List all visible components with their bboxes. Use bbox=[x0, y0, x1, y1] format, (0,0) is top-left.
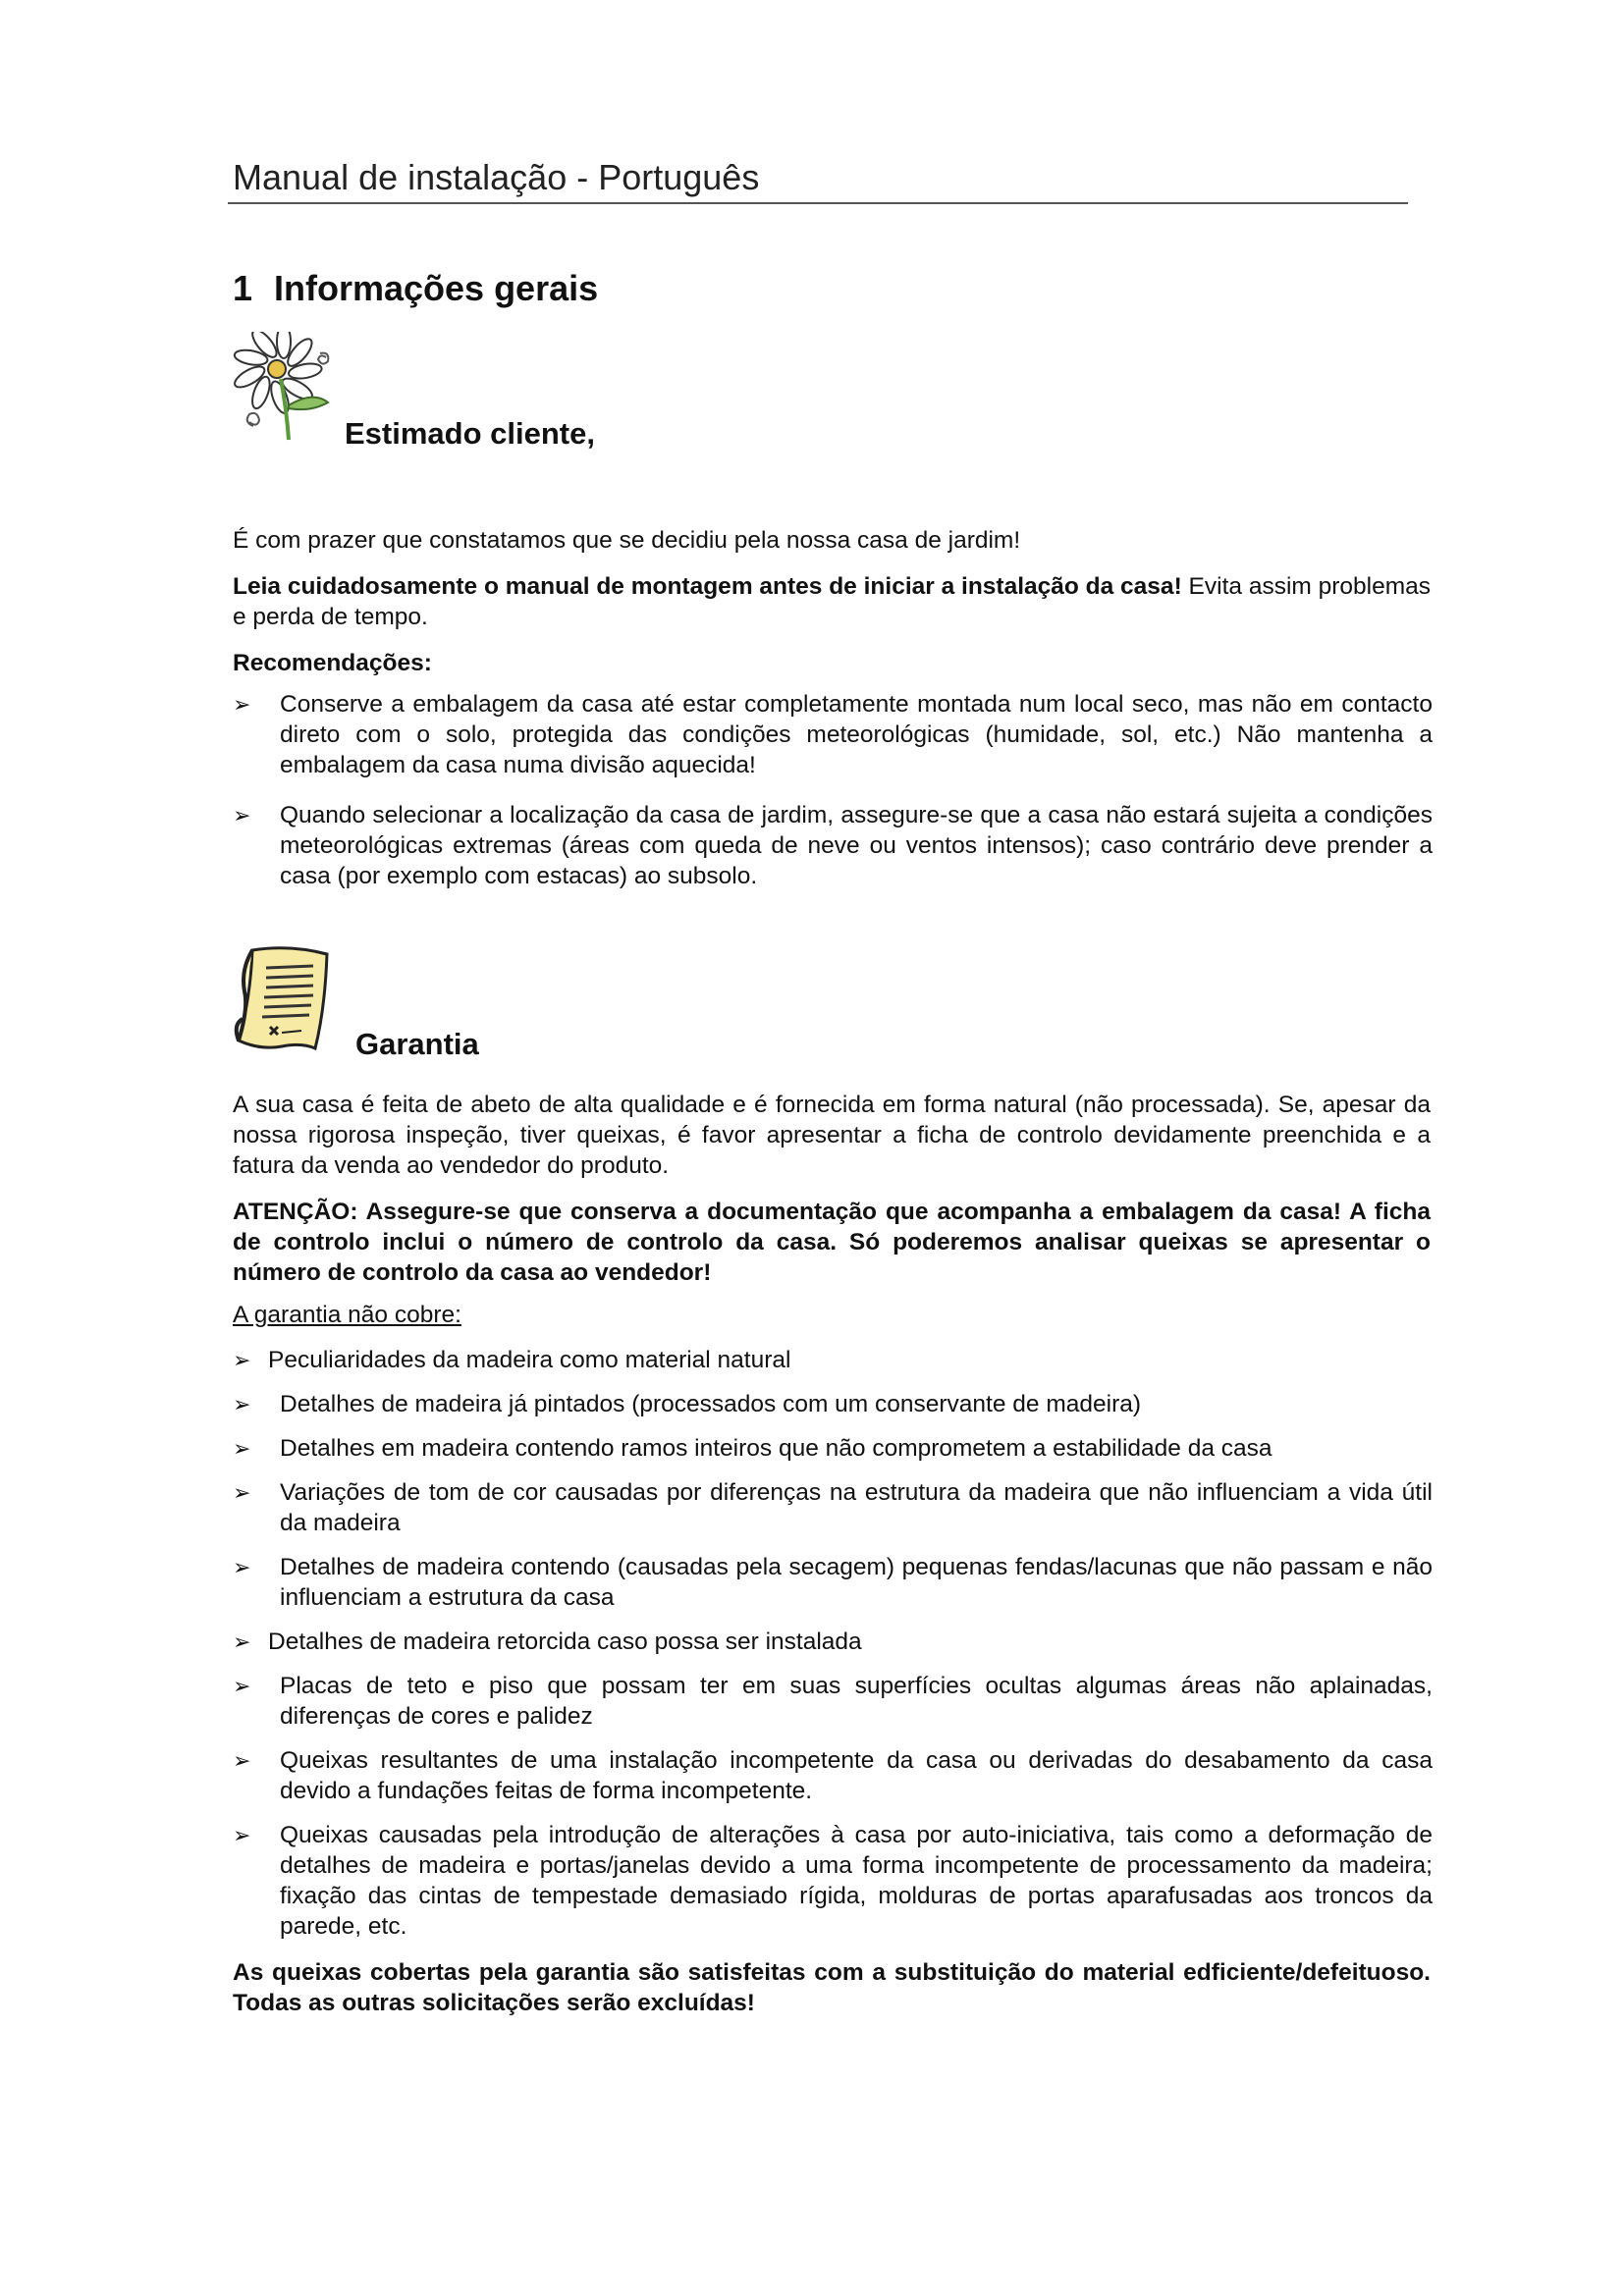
section-title: Informações gerais bbox=[274, 268, 599, 308]
scroll-document-icon bbox=[231, 940, 343, 1058]
recommendation-text: Conserve a embalagem da casa até estar completamente montada num local seco, mas não em contacto direto com o solo, protegida das condições meteorológicas (humidade, sol, etc.) Não mantenha a embalagem da casa numa divisão aquecida! bbox=[280, 691, 1433, 778]
recommendations-label: Recomendações: bbox=[233, 650, 432, 676]
arrow-bullet-icon: ➢ bbox=[233, 692, 251, 717]
arrow-bullet-icon: ➢ bbox=[233, 1480, 251, 1505]
header-divider bbox=[228, 202, 1408, 204]
list-item bbox=[233, 1745, 1433, 1806]
arrow-bullet-icon: ➢ bbox=[233, 1748, 251, 1773]
list-item bbox=[233, 689, 1433, 780]
not-covered-text: Queixas resultantes de uma instalação incompetente da casa ou derivadas do desabamento da casa devido a fundações feitas de forma incompetente. bbox=[280, 1747, 1433, 1804]
assembly-warning-bold: Leia cuidadosamente o manual de montagem antes de iniciar a instalação da casa! bbox=[233, 573, 1182, 600]
list-item bbox=[233, 1345, 1433, 1375]
not-covered-list bbox=[233, 1345, 1433, 1942]
list-item bbox=[233, 1820, 1433, 1942]
arrow-bullet-icon: ➢ bbox=[233, 803, 251, 828]
section-heading bbox=[233, 268, 598, 309]
not-covered-text: Queixas causadas pela introdução de alterações à casa por auto-iniciativa, tais como a deformação de detalhes de madeira e portas/janelas devido a uma forma incompetente de processamento da madeira; fixação das cintas de tempestade demasiado rígida, molduras de portas aparafusadas aos troncos da parede, etc. bbox=[280, 1822, 1433, 1940]
list-item bbox=[233, 1433, 1433, 1464]
list-item bbox=[233, 1552, 1433, 1613]
not-covered-text: Detalhes de madeira já pintados (processados com um conservante de madeira) bbox=[280, 1391, 1142, 1417]
not-covered-text: Variações de tom de cor causadas por diferenças na estrutura da madeira que não influenciam a vida útil da madeira bbox=[280, 1479, 1433, 1536]
flower-icon bbox=[230, 332, 340, 444]
warranty-intro: A sua casa é feita de abeto de alta qualidade e é fornecida em forma natural (não processada). Se, apesar da nossa rigorosa inspeção, tiver queixas, é favor apresentar a ficha de controlo devidamente preenchida e a fatura da venda ao vendedor do produto. bbox=[233, 1092, 1431, 1179]
arrow-bullet-icon: ➢ bbox=[233, 1348, 251, 1372]
not-covered-label: A garantia não cobre: bbox=[233, 1302, 461, 1328]
document-header-title: Manual de instalação - Português bbox=[233, 157, 760, 197]
list-item bbox=[233, 1477, 1433, 1538]
list-item bbox=[233, 1671, 1433, 1732]
arrow-bullet-icon: ➢ bbox=[233, 1629, 251, 1654]
arrow-bullet-icon: ➢ bbox=[233, 1823, 251, 1847]
assembly-warning bbox=[233, 571, 1431, 632]
not-covered-text: Placas de teto e piso que possam ter em suas superfícies ocultas algumas áreas não aplainadas, diferenças de cores e palidez bbox=[280, 1673, 1433, 1730]
recommendations-list bbox=[233, 689, 1433, 891]
not-covered-text: Detalhes de madeira contendo (causadas pela secagem) pequenas fendas/lacunas que não passam e não influenciam a estrutura da casa bbox=[280, 1554, 1433, 1611]
arrow-bullet-icon: ➢ bbox=[233, 1436, 251, 1461]
greeting-intro: É com prazer que constatamos que se decidiu pela nossa casa de jardim! bbox=[233, 527, 1021, 554]
section-number: 1 bbox=[233, 268, 253, 308]
recommendation-text: Quando selecionar a localização da casa de jardim, assegure-se que a casa não estará sujeita a condições meteorológicas extremas (áreas com queda de neve ou ventos intensos); caso contrário deve prender a casa (por exemplo com estacas) ao subsolo. bbox=[280, 802, 1433, 889]
assembly-warning-rest: Evita assim problemas e perda de tempo. bbox=[233, 573, 1431, 630]
not-covered-text: Detalhes de madeira retorcida caso possa ser instalada bbox=[268, 1629, 862, 1655]
arrow-bullet-icon: ➢ bbox=[233, 1555, 251, 1579]
arrow-bullet-icon: ➢ bbox=[233, 1674, 251, 1698]
list-item bbox=[233, 1389, 1433, 1419]
greeting-heading: Estimado cliente, bbox=[345, 416, 595, 451]
list-item bbox=[233, 1627, 1433, 1657]
warranty-attention: ATENÇÃO: Assegure-se que conserva a documentação que acompanha a embalagem da casa! A ficha de controlo inclui o número de controlo da casa. Só poderemos analisar queixas se apresentar o número de controlo da casa ao vendedor! bbox=[233, 1199, 1431, 1286]
not-covered-text: Detalhes em madeira contendo ramos inteiros que não comprometem a estabilidade da casa bbox=[280, 1435, 1272, 1462]
arrow-bullet-icon: ➢ bbox=[233, 1392, 251, 1416]
warranty-heading: Garantia bbox=[355, 1027, 479, 1061]
warranty-closing: As queixas cobertas pela garantia são satisfeitas com a substituição do material edficiente/defeituoso. Todas as outras solicitações serão excluídas! bbox=[233, 1959, 1431, 2016]
list-item bbox=[233, 800, 1433, 891]
not-covered-text: Peculiaridades da madeira como material natural bbox=[268, 1347, 791, 1373]
